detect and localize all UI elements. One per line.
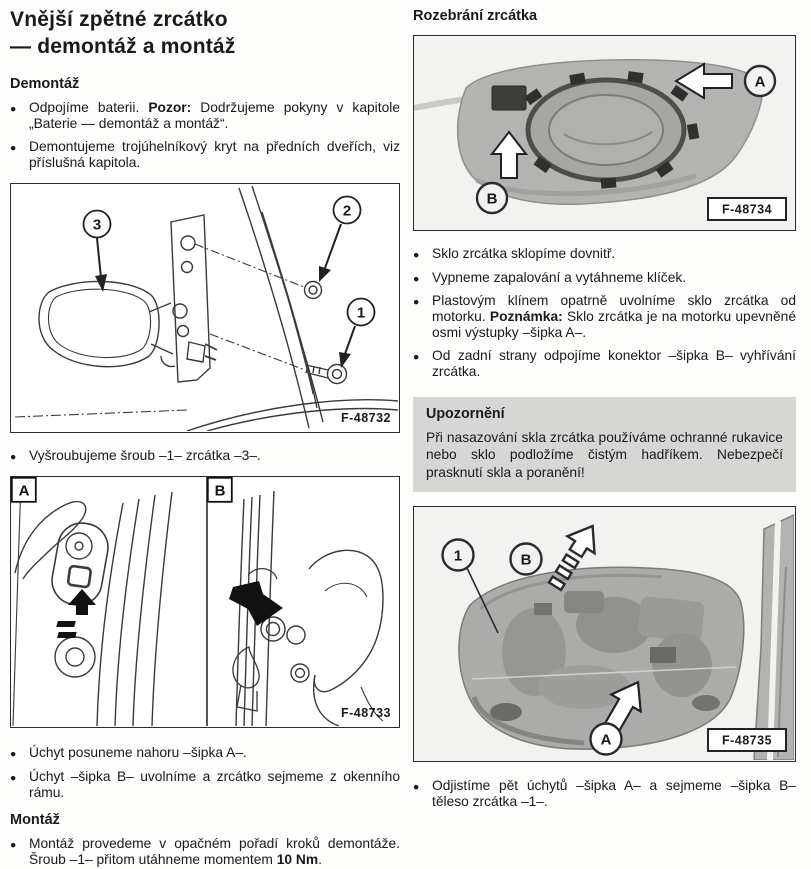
svg-text:F-48734: F-48734	[721, 202, 773, 217]
svg-text:A: A	[754, 73, 766, 91]
step-text: Sklo zrcátka sklopíme dovnitř.	[432, 246, 616, 261]
bullet-icon: ●	[10, 839, 17, 852]
step-item	[413, 246, 796, 263]
warning-text: Při nasazování skla zrcátka používáme ochranné rukavice nebo sklo podložíme čistým hadříkem. Nebezpečí prasknutí skla a poranění!	[426, 429, 783, 480]
bullet-icon: ●	[413, 272, 420, 285]
heater-connector	[492, 86, 526, 110]
step-item	[413, 293, 796, 342]
figure-f48734	[413, 35, 796, 231]
svg-text:B: B	[520, 551, 532, 569]
callout-b	[511, 544, 542, 575]
step-text-bold: Pozor:	[148, 100, 192, 115]
mirror-housing-photo	[414, 507, 794, 760]
bullet-icon: ●	[10, 771, 17, 784]
section-heading-rozebrani: Rozebrání zrcátka	[413, 8, 538, 24]
step-text-post: .	[318, 852, 322, 868]
mirror-mount-detail-drawing	[11, 477, 398, 726]
step-item	[413, 270, 796, 287]
section-heading-montaz: Montáž	[10, 812, 60, 829]
arrow-right-icon	[229, 581, 283, 626]
svg-text:A: A	[600, 731, 612, 749]
step-text-bold: Poznámka:	[489, 309, 563, 325]
bullet-icon: ●	[10, 451, 17, 464]
panel-label-b	[208, 478, 232, 502]
svg-text:1: 1	[453, 547, 463, 565]
step-item	[10, 448, 400, 465]
bullet-icon: ●	[10, 103, 17, 115]
callout-a	[591, 724, 622, 755]
svg-text:1: 1	[356, 304, 366, 322]
svg-text:A: A	[18, 482, 30, 500]
warning-box	[413, 397, 796, 493]
step-item	[10, 745, 400, 762]
step-text: Vyšroubujeme šroub –1– zrcátka –3–.	[29, 448, 261, 464]
torque-value: 10 Nm	[276, 852, 319, 868]
svg-text:3: 3	[92, 216, 102, 234]
svg-text:2: 2	[342, 202, 352, 220]
step-text-post: Dodržujeme pokyny v kapitole „Baterie — demontáž a montáž“.	[29, 100, 400, 132]
section-heading-demontaz: Demontáž	[10, 76, 80, 92]
step-text-pre: Plastovým klínem opatrně uvolníme sklo zrcátka od motorku.	[432, 293, 796, 325]
bullet-icon: ●	[413, 781, 420, 794]
step-text: Odjistíme pět úchytů –šipka A– a sejmeme –šipka B– těleso zrcátka –1–.	[432, 778, 796, 810]
step-text	[432, 293, 796, 342]
page-title	[10, 6, 400, 60]
step-item	[10, 100, 400, 132]
figure-label: F-48732	[340, 411, 391, 426]
warning-title: Upozornění	[426, 405, 505, 422]
mirror-exploded-drawing	[11, 184, 398, 431]
right-column	[413, 6, 796, 864]
callout-3	[84, 211, 111, 293]
svg-text:F-48735: F-48735	[721, 733, 773, 748]
callout-2	[319, 197, 361, 283]
figure-label-box	[708, 729, 786, 751]
figure-f48732	[10, 183, 400, 433]
figure-label-box	[708, 198, 786, 220]
figure-f48735	[413, 506, 796, 762]
figure-label: F-48733	[340, 706, 391, 721]
step-text: Vypneme zapalování a vytáhneme klíček.	[432, 269, 687, 285]
callout-a	[745, 66, 775, 96]
step-item	[10, 769, 400, 801]
step-text: Od zadní strany odpojíme konektor –šipka B– vyhřívání zrcátka.	[432, 348, 796, 380]
svg-text:B: B	[486, 190, 498, 208]
bullet-icon: ●	[10, 748, 17, 761]
step-item	[413, 778, 796, 810]
bullet-icon: ●	[413, 351, 420, 364]
pillar-line	[239, 188, 309, 428]
page-title-line2: — demontáž a montáž	[10, 35, 236, 58]
callout-b	[477, 183, 507, 213]
svg-text:B: B	[214, 482, 226, 500]
figure-f48733	[10, 476, 400, 728]
bullet-icon: ●	[413, 249, 420, 261]
step-item	[10, 139, 400, 171]
page-title-line1: Vnější zpětné zrcátko	[10, 8, 228, 31]
step-text-pre: Odpojíme baterii.	[29, 100, 149, 115]
bullet-icon: ●	[413, 296, 420, 308]
step-item	[413, 348, 796, 380]
panel-label-a	[12, 478, 36, 502]
arrow-up-icon	[56, 589, 96, 638]
step-text-pre: Montáž provedeme v opačném pořadí kroků demontáže. Šroub –1– přitom utáhneme momentem	[29, 836, 400, 868]
mirror-glass-photo	[414, 36, 794, 229]
step-text-post: Sklo zrcátka je na motorku upevněné osmi výstupky –šipka A–.	[432, 309, 796, 341]
step-text	[29, 100, 400, 132]
callout-1	[339, 299, 375, 369]
step-text: Úchyt posuneme nahoru –šipka A–.	[29, 745, 247, 761]
bullet-icon: ●	[10, 141, 17, 154]
step-text: Demontujeme trojúhelníkový kryt na předních dveřích, viz příslušná kapitola.	[29, 138, 400, 171]
left-column	[10, 6, 400, 868]
step-text: Úchyt –šipka B– uvolníme a zrcátko sejmeme z okenního rámu.	[29, 768, 400, 801]
